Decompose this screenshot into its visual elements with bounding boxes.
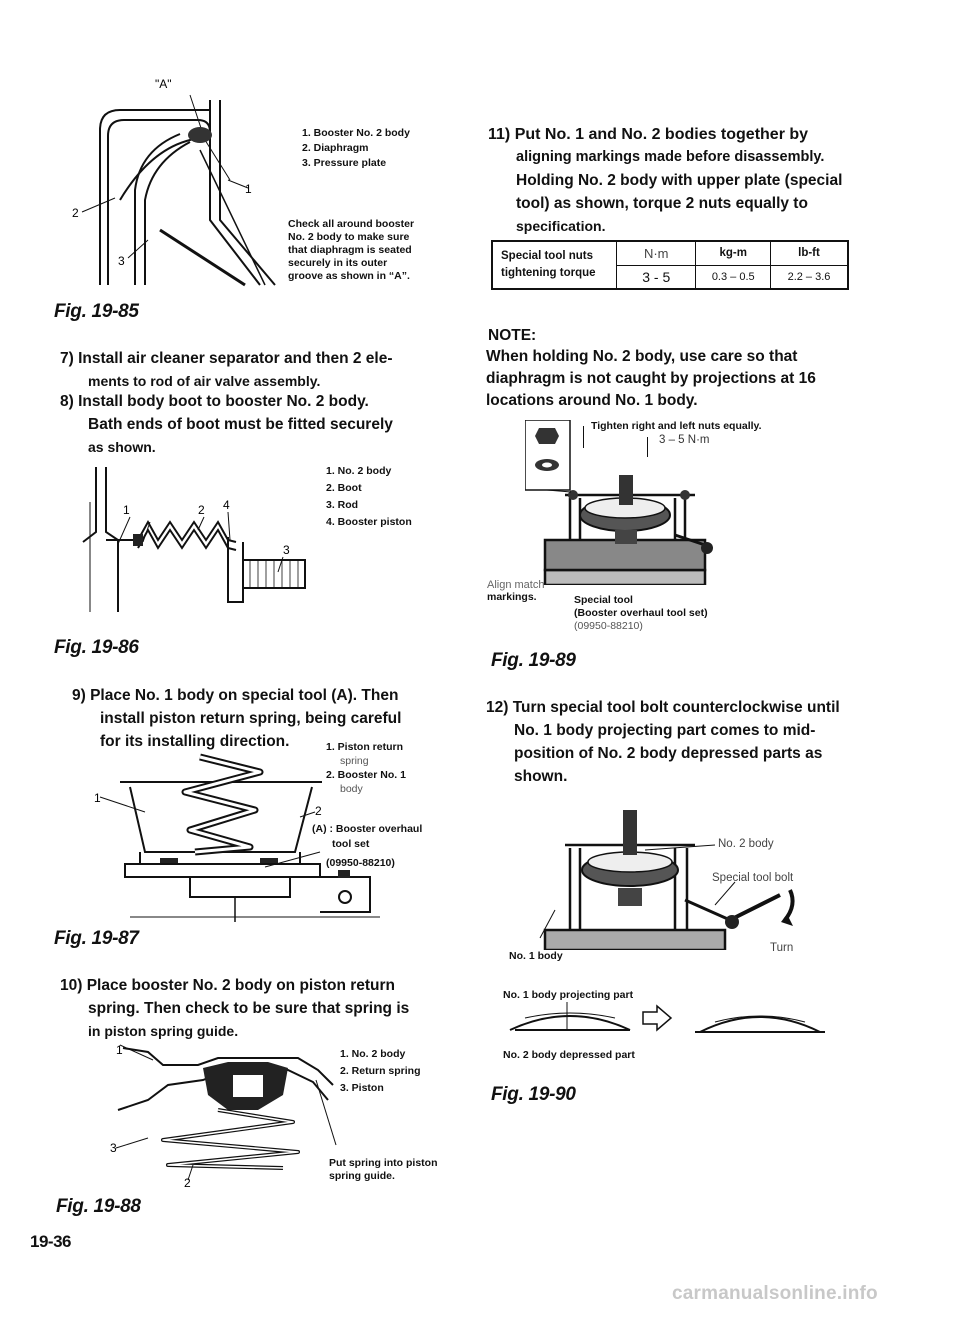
torque-header-lbft: lb-ft (770, 241, 848, 265)
step-9: 9) Place No. 1 body on special tool (A). Then install piston return spring, being careful for its installing direction. (72, 687, 402, 750)
fig85-legend-2: 2. Diaphragm (302, 142, 369, 154)
fig90-depressed-label: No. 2 body depressed part (503, 1049, 635, 1061)
fig88-note: Put spring into piston spring guide. (329, 1157, 438, 1182)
torque-table-row-label: Special tool nuts tightening torque (492, 241, 616, 289)
fig90-no2-body-label: No. 2 body (718, 838, 774, 850)
fig85-legend-3: 3. Pressure plate (302, 157, 387, 169)
note-block: NOTE: When holding No. 2 body, use care so that diaphragm is not caught by projections at 16 locations around No. 1 body. (486, 327, 816, 409)
svg-text:1: 1 (116, 1043, 123, 1057)
fig88-legend: 1. No. 2 body 2. Return spring 3. Piston (340, 1048, 421, 1094)
svg-text:3: 3 (283, 543, 290, 557)
fig90-projecting-label: No. 1 body projecting part (503, 989, 634, 1001)
fig90-tool-bolt-label: Special tool bolt (712, 872, 794, 884)
fig85-caption: Fig. 19-85 (54, 301, 139, 322)
step-7: 7) Install air cleaner separator and then 2 ele- ments to rod of air valve assembly. (60, 350, 393, 389)
fig89-special-tool: Special tool (Booster overhaul tool set) (09950-88210) (574, 594, 708, 632)
torque-header-kgm: kg-m (696, 241, 771, 265)
step-12: 12) Turn special tool bolt counterclockwise until No. 1 body projecting part comes to mid- position of No. 2 body depressed parts as shown. (486, 699, 840, 785)
fig-19-88-illustration (108, 1040, 338, 1188)
fig86-caption: Fig. 19-86 (54, 637, 139, 658)
step-10: 10) Place booster No. 2 body on piston return spring. Then check to be sure that spring is in piston spring guide. (60, 977, 410, 1039)
fig89-tighten-leader (583, 426, 584, 448)
fig85-callout-3: 3 (118, 254, 125, 268)
svg-text:2: 2 (198, 503, 205, 517)
fig-19-90-illustration (535, 790, 820, 950)
torque-value-nm: 3 - 5 (616, 265, 696, 289)
fig85-legend-1: 1. Booster No. 2 body (302, 127, 410, 139)
fig89-tighten-note: Tighten right and left nuts equally. (591, 420, 762, 432)
step-11: 11) Put No. 1 and No. 2 bodies together by aligning markings made before disassembly. Holding No. 2 body with upper plate (special tool) as shown, torque 2 nuts equally to specification. (488, 126, 843, 234)
fig85-note: Check all around booster No. 2 body to make sure that diaphragm is seated securely in its outer groove as shown in “A”. (288, 218, 415, 282)
fig85-callout-2: 2 (72, 206, 79, 220)
fig85-legend (302, 126, 472, 171)
fig89-align-note: Align match markings. (487, 579, 545, 603)
fig89-torque-leader (647, 437, 648, 457)
page-number: 19-36 (30, 1232, 71, 1251)
fig89-caption: Fig. 19-89 (491, 650, 576, 671)
svg-text:2: 2 (315, 804, 322, 818)
watermark: carmanualsonline.info (672, 1283, 878, 1304)
svg-text:1: 1 (123, 503, 130, 517)
fig-19-86-illustration (78, 462, 313, 612)
torque-value-lbft: 2.2 – 3.6 (770, 265, 848, 289)
svg-text:4: 4 (223, 498, 230, 512)
fig86-legend: 1. No. 2 body 2. Boot 3. Rod 4. Booster piston (326, 465, 412, 528)
step-8: 8) Install body boot to booster No. 2 body. Bath ends of boot must be fitted securely as shown. (60, 393, 393, 455)
torque-header-nm: N·m (616, 241, 696, 265)
fig-19-85-illustration (60, 70, 285, 295)
fig87-caption: Fig. 19-87 (54, 928, 139, 949)
fig87-legend-tool: (A) : Booster overhaul tool set (09950-88210) (312, 823, 423, 869)
fig85-callout-1: 1 (245, 182, 252, 196)
fig90-caption: Fig. 19-90 (491, 1084, 576, 1105)
fig90-detail-illustration (505, 1000, 830, 1038)
fig89-torque-label: 3 – 5 N·m (659, 434, 710, 446)
torque-value-kgm: 0.3 – 0.5 (696, 265, 771, 289)
svg-text:1: 1 (94, 791, 101, 805)
svg-text:2: 2 (184, 1176, 191, 1188)
svg-text:3: 3 (110, 1141, 117, 1155)
fig90-turn-label: Turn (770, 942, 794, 954)
fig85-label-a: "A" (155, 77, 172, 91)
fig90-no1-body-label: No. 1 body (509, 950, 563, 962)
torque-table (491, 240, 849, 290)
fig88-caption: Fig. 19-88 (56, 1196, 141, 1217)
fig87-legend: 1. Piston return spring 2. Booster No. 1 body (326, 741, 406, 795)
